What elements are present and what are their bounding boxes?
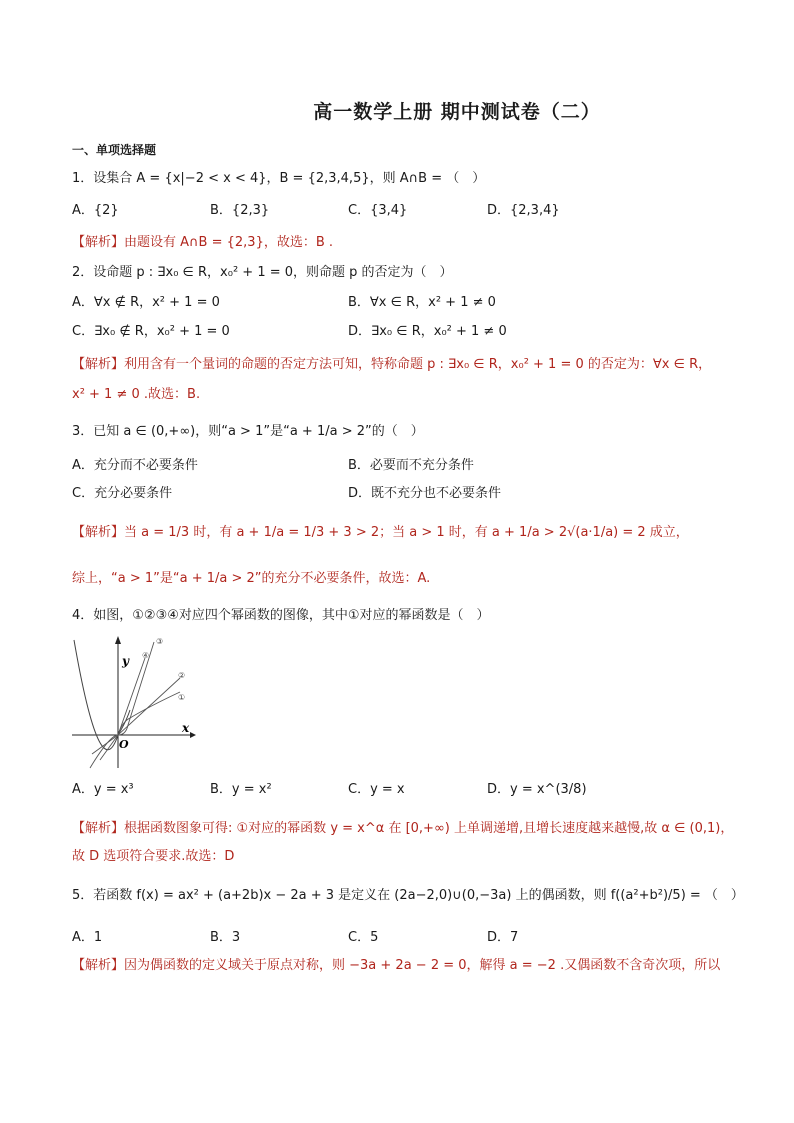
q4-analysis-line1	[72, 819, 733, 839]
origin-label: O	[119, 738, 129, 751]
q2-option-c: C．∃x₀ ∉ R，x₀² + 1 = 0	[72, 324, 230, 339]
q3-analysis-line1	[72, 523, 689, 543]
q3-stem: 3．已知 a ∈ (0,+∞)，则“a > 1”是“a + 1/a > 2”的（ ）	[72, 424, 424, 439]
q4-stem: 4．如图，①②③④对应四个幂函数的图像，其中①对应的幂函数是（ ）	[72, 608, 490, 623]
page-title: 高一数学上册 期中测试卷（二）	[313, 101, 601, 123]
curve-4-label: ④	[142, 651, 150, 660]
q4-option-a: A．y = x³	[72, 782, 134, 797]
q3-option-d: D．既不充分也不必要条件	[348, 486, 502, 501]
q1-option-b: B．{2,3}	[210, 203, 270, 218]
y-axis-arrow	[115, 636, 121, 644]
q3-option-b: B．必要而不充分条件	[348, 458, 474, 473]
q2-stem: 2．设命题 p : ∃x₀ ∈ R，x₀² + 1 = 0，则命题 p 的否定为（ ）	[72, 265, 453, 280]
analysis-text: 利用含有一个量词的命题的否定方法可知，特称命题 p : ∃x₀ ∈ R，x₀² + 1 = 0 的否定为：∀x ∈ R，	[124, 357, 712, 372]
q5-option-c: C．5	[348, 930, 379, 945]
q2-option-a: A．∀x ∉ R，x² + 1 = 0	[72, 295, 220, 310]
x-axis-label: x	[182, 721, 190, 735]
analysis-text: 根据函数图象可得: ①对应的幂函数 y = x^α 在 [0,+∞) 上单调递增,且增长速度越来越慢,故 α ∈ (0,1)，	[124, 821, 734, 836]
analysis-text: 因为偶函数的定义域关于原点对称，则 −3a + 2a − 2 = 0，解得 a = −2 .又偶函数不含奇次项，所以	[124, 958, 721, 973]
q5-stem: 5．若函数 f(x) = ax² + (a+2b)x − 2a + 3 是定义在 (2a−2,0)∪(0,−3a) 上的偶函数，则 f((a²+b²)/5) = （ ）	[72, 888, 744, 903]
q1-stem: 1．设集合 A = {x|−2 < x < 4}，B = {2,3,4,5}，则 A∩B = （ ）	[72, 171, 486, 186]
analysis-tag: 【解析】	[72, 525, 125, 540]
curve-1-label: ①	[178, 693, 186, 702]
q5-option-d: D．7	[487, 930, 519, 945]
analysis-tag: 【解析】	[72, 235, 125, 250]
y-axis-label: y	[122, 654, 129, 668]
curve-3-label: ③	[156, 637, 164, 646]
q4-option-c: C．y = x	[348, 782, 405, 797]
curve-2-label: ②	[178, 671, 186, 680]
analysis-text: 当 a = 1/3 时，有 a + 1/a = 1/3 + 3 > 2；当 a > 1 时，有 a + 1/a > 2√(a·1/a) = 2 成立，	[124, 525, 689, 540]
q4-analysis-line2: 故 D 选项符合要求.故选：D	[72, 849, 235, 864]
q2-analysis-line2: x² + 1 ≠ 0 .故选：B.	[72, 387, 201, 402]
q4-option-d: D．y = x^(3/8)	[487, 782, 587, 797]
q2-analysis-line1	[72, 355, 711, 375]
analysis-text: 由题设有 A∩B = {2,3}，故选：B .	[124, 235, 334, 250]
q1-option-d: D．{2,3,4}	[487, 203, 560, 218]
q1-option-c: C．{3,4}	[348, 203, 408, 218]
q5-option-a: A．1	[72, 930, 103, 945]
q5-analysis	[72, 956, 720, 976]
q2-option-b: B．∀x ∈ R，x² + 1 ≠ 0	[348, 295, 496, 310]
q3-analysis-line2: 综上，“a > 1”是“a + 1/a > 2”的充分不必要条件，故选：A.	[72, 571, 431, 586]
curve-2	[92, 678, 180, 754]
analysis-tag: 【解析】	[72, 958, 125, 973]
analysis-tag: 【解析】	[72, 821, 125, 836]
analysis-tag: 【解析】	[72, 357, 125, 372]
q2-option-d: D．∃x₀ ∈ R，x₀² + 1 ≠ 0	[348, 324, 507, 339]
x-axis-arrow	[190, 732, 196, 738]
power-function-graph	[70, 630, 200, 770]
q3-option-a: A．充分而不必要条件	[72, 458, 198, 473]
q1-analysis	[72, 233, 333, 253]
section-heading: 一、单项选择题	[72, 143, 157, 157]
q4-option-b: B．y = x²	[210, 782, 272, 797]
q1-option-a: A．{2}	[72, 203, 119, 218]
q5-option-b: B．3	[210, 930, 241, 945]
q3-option-c: C．充分必要条件	[72, 486, 173, 501]
